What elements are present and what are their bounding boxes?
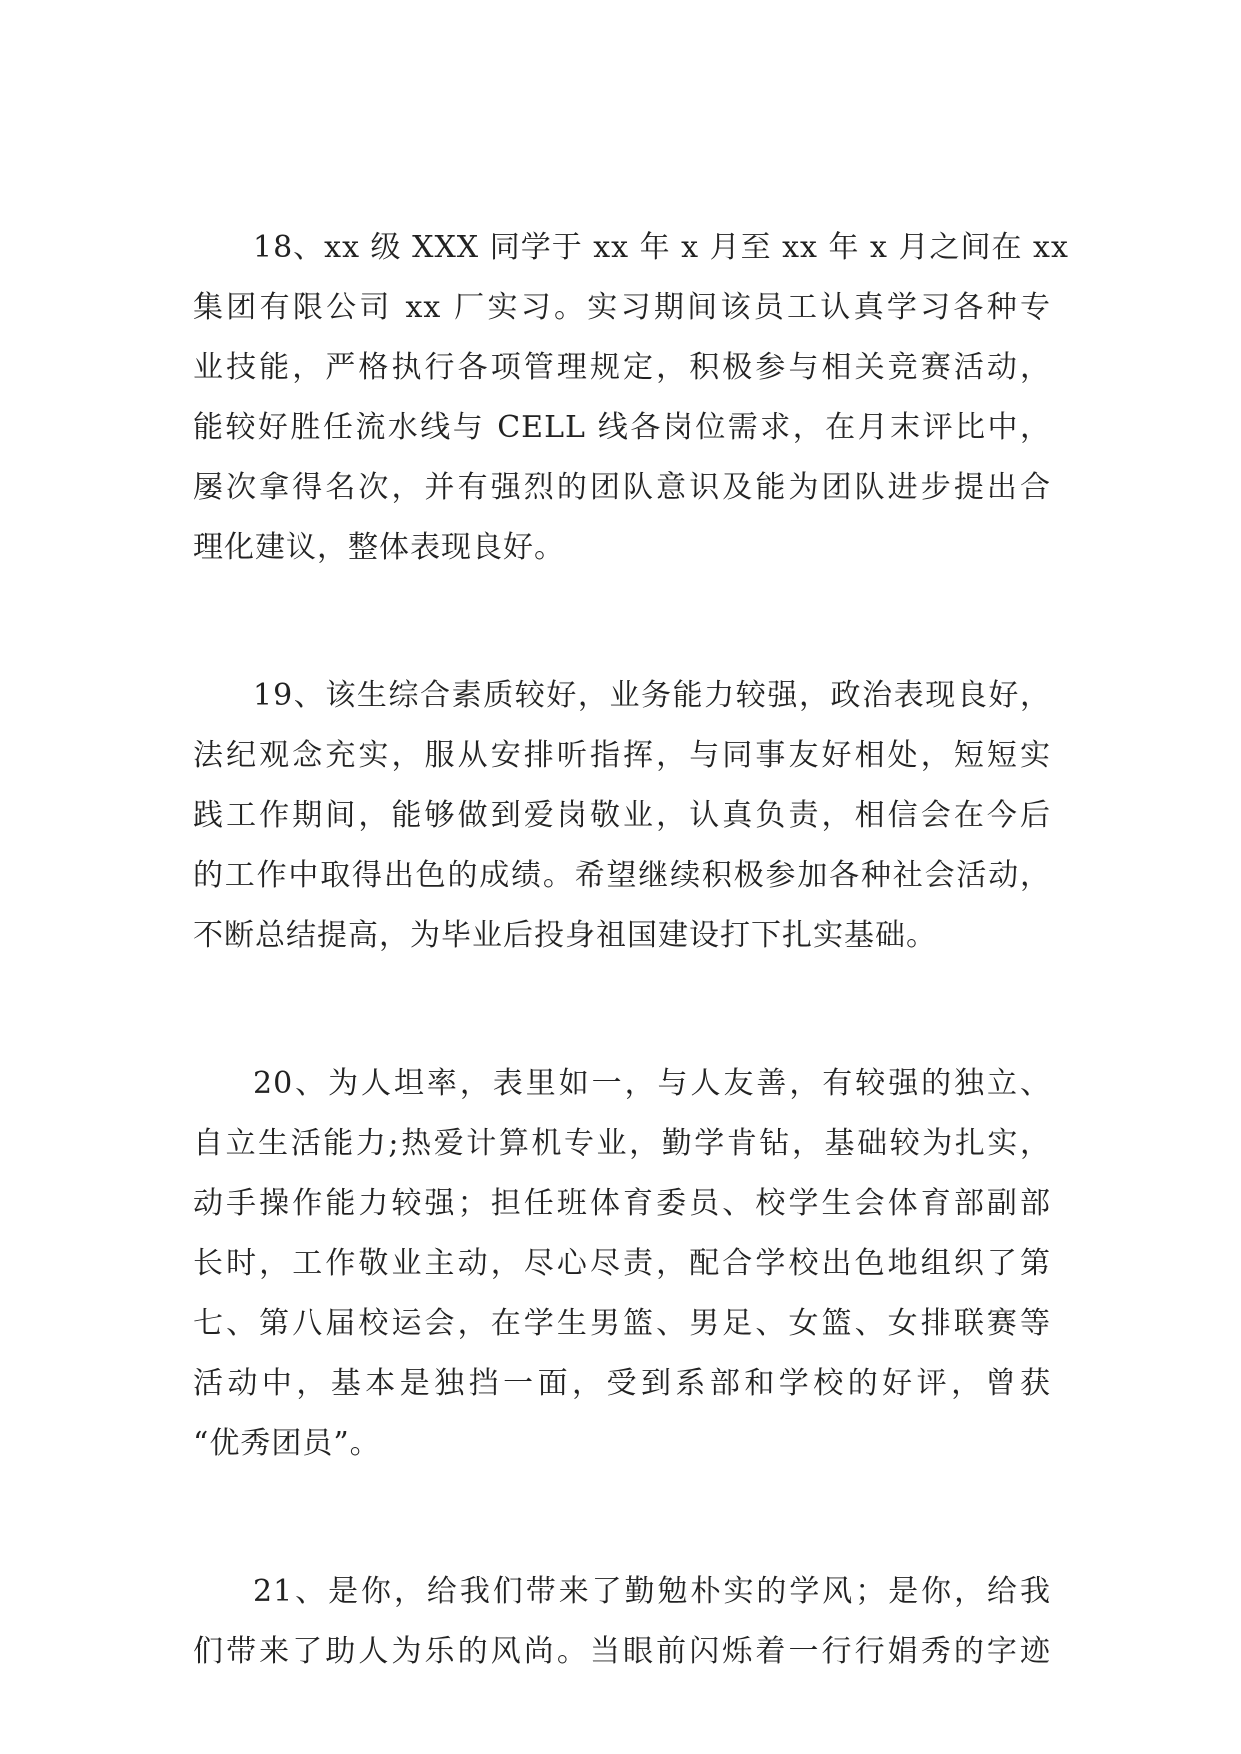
paragraph-line: 不断总结提高，为毕业后投身祖国建设打下扎实基础。: [193, 918, 937, 953]
paragraph-line: 20、为人坦率，表里如一，与人友善，有较强的独立、: [253, 1066, 1051, 1101]
paragraph-line: “优秀团员”。: [193, 1426, 381, 1461]
paragraph-line: 长时，工作敬业主动，尽心尽责，配合学校出色地组织了第: [193, 1246, 1051, 1281]
paragraph-line: 屡次拿得名次，并有强烈的团队意识及能为团队进步提出合: [193, 470, 1051, 505]
paragraph-gap: [193, 578, 1051, 666]
paragraph-18: [193, 218, 1069, 578]
paragraph-21: [193, 1562, 1051, 1682]
document-body: [193, 218, 1069, 1682]
paragraph-line: 七、第八届校运会，在学生男篮、男足、女篮、女排联赛等: [193, 1306, 1051, 1341]
paragraph-line: 18、xx 级 XXX 同学于 xx 年 x 月至 xx 年 x 月之间在 xx: [253, 230, 1069, 265]
paragraph-gap: [193, 966, 1051, 1054]
paragraph-line: 活动中，基本是独挡一面，受到系部和学校的好评，曾获: [193, 1366, 1051, 1401]
paragraph-line: 自立生活能力;热爱计算机专业，勤学肯钻，基础较为扎实，: [193, 1126, 1051, 1161]
paragraph-line: 业技能，严格执行各项管理规定，积极参与相关竞赛活动，: [193, 350, 1051, 385]
paragraph-19: [193, 666, 1051, 966]
paragraph-line: 的工作中取得出色的成绩。希望继续积极参加各种社会活动，: [193, 858, 1051, 893]
paragraph-line: 法纪观念充实，服从安排听指挥，与同事友好相处，短短实: [193, 738, 1051, 773]
paragraph-line: 集团有限公司 xx 厂实习。实习期间该员工认真学习各种专: [193, 290, 1051, 325]
paragraph-line: 践工作期间，能够做到爱岗敬业，认真负责，相信会在今后: [193, 798, 1051, 833]
paragraph-line: 19、该生综合素质较好，业务能力较强，政治表现良好，: [253, 678, 1051, 713]
paragraph-line: 能较好胜任流水线与 CELL 线各岗位需求，在月末评比中，: [193, 410, 1051, 445]
paragraph-20: [193, 1054, 1051, 1474]
paragraph-line: 理化建议，整体表现良好。: [193, 530, 565, 565]
paragraph-line: 动手操作能力较强；担任班体育委员、校学生会体育部副部: [193, 1186, 1051, 1221]
paragraph-line: 21、是你，给我们带来了勤勉朴实的学风；是你，给我: [253, 1574, 1051, 1609]
paragraph-line: 们带来了助人为乐的风尚。当眼前闪烁着一行行娟秀的字迹: [193, 1634, 1051, 1669]
paragraph-gap: [193, 1474, 1051, 1562]
